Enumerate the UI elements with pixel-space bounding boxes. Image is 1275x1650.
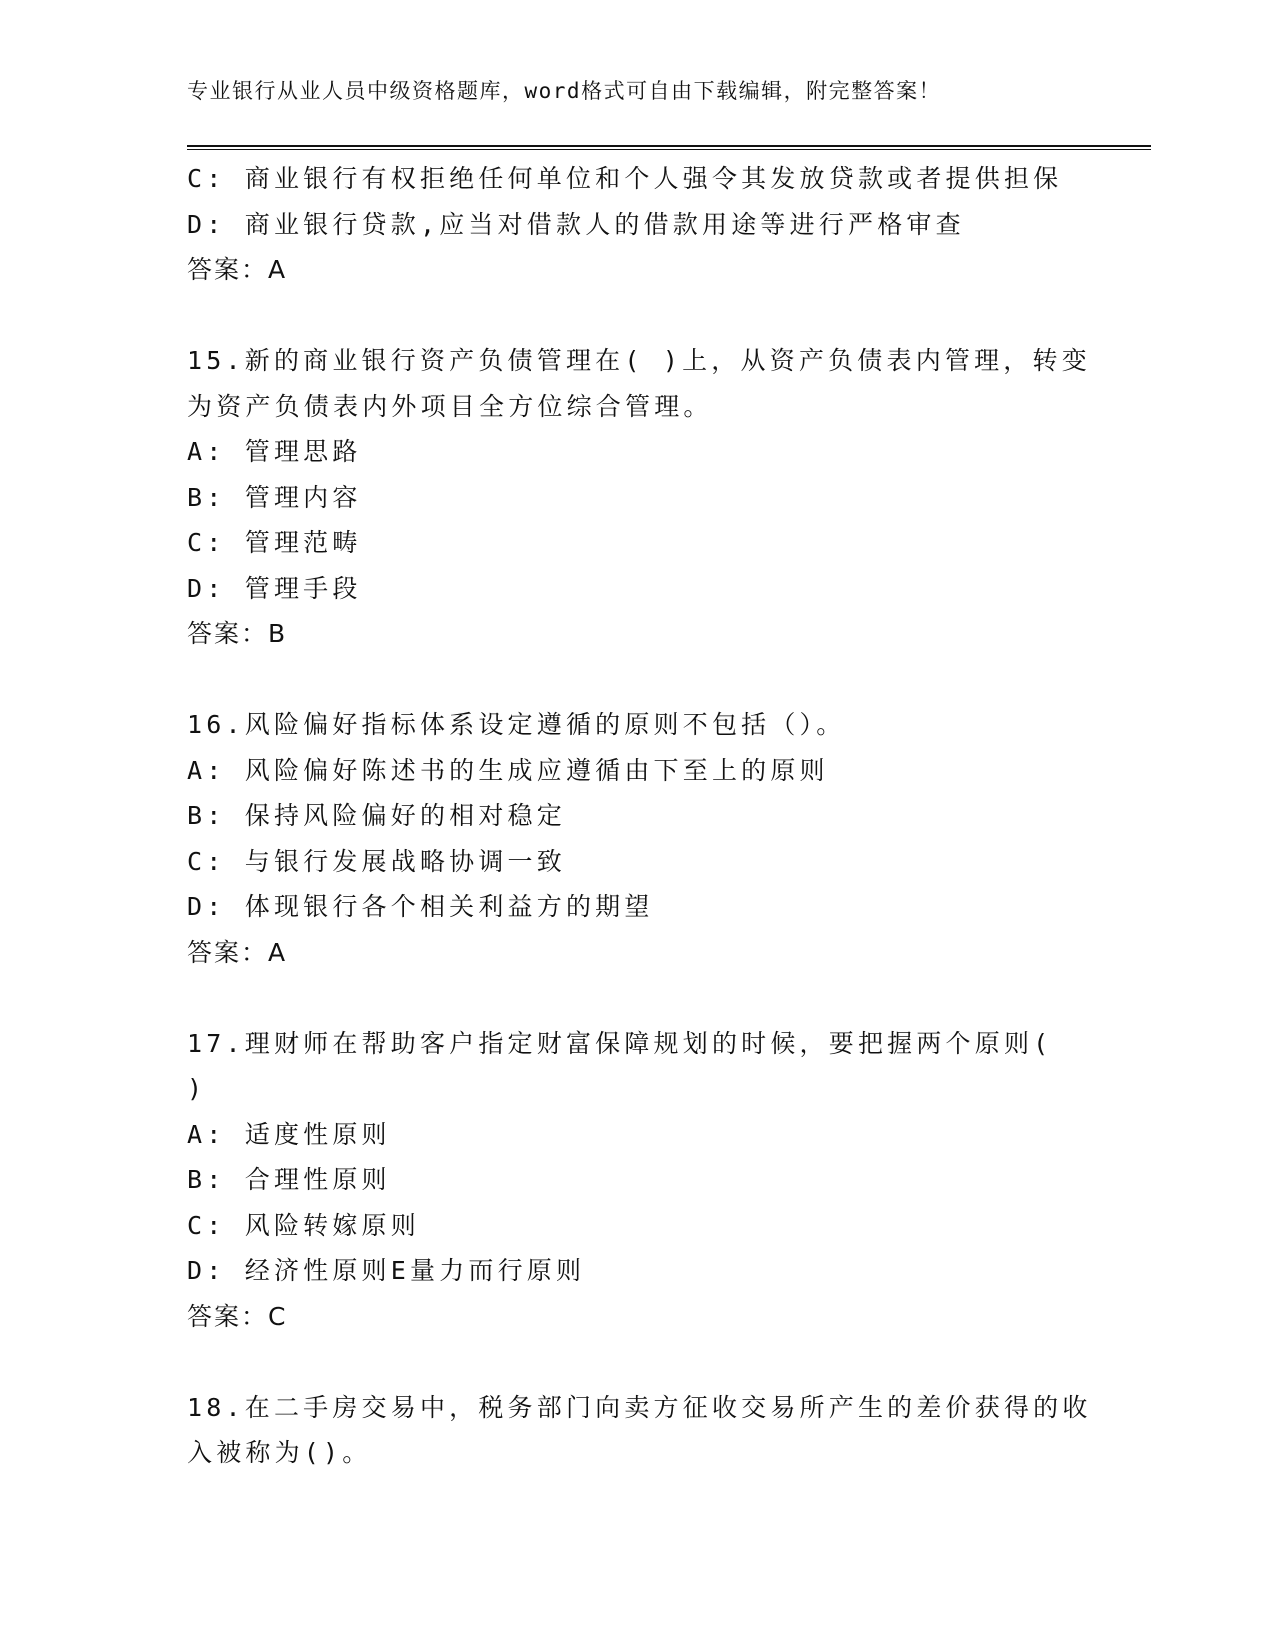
question-stem: 入被称为()。 [187,1438,372,1467]
option-a: A: 适度性原则 [187,1119,391,1149]
option-c: C: 管理范畴 [187,528,362,557]
option-a: A: 风险偏好陈述书的生成应遵循由下至上的原则 [187,755,829,785]
question-16 [187,702,1087,975]
option-d: D: 商业银行贷款,应当对借款人的借款用途等进行严格审查 [187,209,965,239]
question-17 [187,1021,1087,1340]
spacer [187,975,1087,1021]
option-b: B: 管理内容 [187,482,362,512]
question-stem: 15.新的商业银行资产负债管理在( )上，从资产负债表内管理，转变 [187,346,1091,375]
prev-question [187,156,1087,293]
spacer [187,1339,1087,1385]
spacer [187,293,1087,339]
question-stem: ) [187,1074,207,1103]
answer-line: 答案：A [187,255,288,284]
question-18 [187,1385,1092,1476]
question-stem: 18.在二手房交易中，税务部门向卖方征收交易所产生的差价获得的收 [187,1392,1092,1422]
header-divider [187,145,1151,150]
option-d: D: 体现银行各个相关利益方的期望 [187,892,654,921]
option-c: C: 风险转嫁原则 [187,1210,420,1240]
question-content [187,156,1092,1476]
answer-line: 答案：B [187,619,288,648]
question-15 [187,338,1091,657]
option-d: D: 管理手段 [187,573,362,603]
question-stem: 16.风险偏好指标体系设定遵循的原则不包括（）。 [187,710,846,739]
option-d: D: 经济性原则E量力而行原则 [187,1256,586,1285]
question-stem: 为资产负债表内外项目全方位综合管理。 [187,391,713,421]
option-c: C: 商业银行有权拒绝任何单位和个人强令其发放贷款或者提供担保 [187,164,1063,193]
option-c: C: 与银行发展战略协调一致 [187,846,566,876]
question-stem: 17.理财师在帮助客户指定财富保障规划的时候，要把握两个原则( [187,1028,1053,1058]
answer-line: 答案：A [187,937,288,967]
page-header: 专业银行从业人员中级资格题库，word格式可自由下载编辑，附完整答案！ [187,79,942,103]
answer-line: 答案：C [187,1301,288,1331]
option-a: A: 管理思路 [187,437,362,466]
option-b: B: 保持风险偏好的相对稳定 [187,801,566,830]
spacer [187,657,1087,703]
option-b: B: 合理性原则 [187,1165,391,1194]
